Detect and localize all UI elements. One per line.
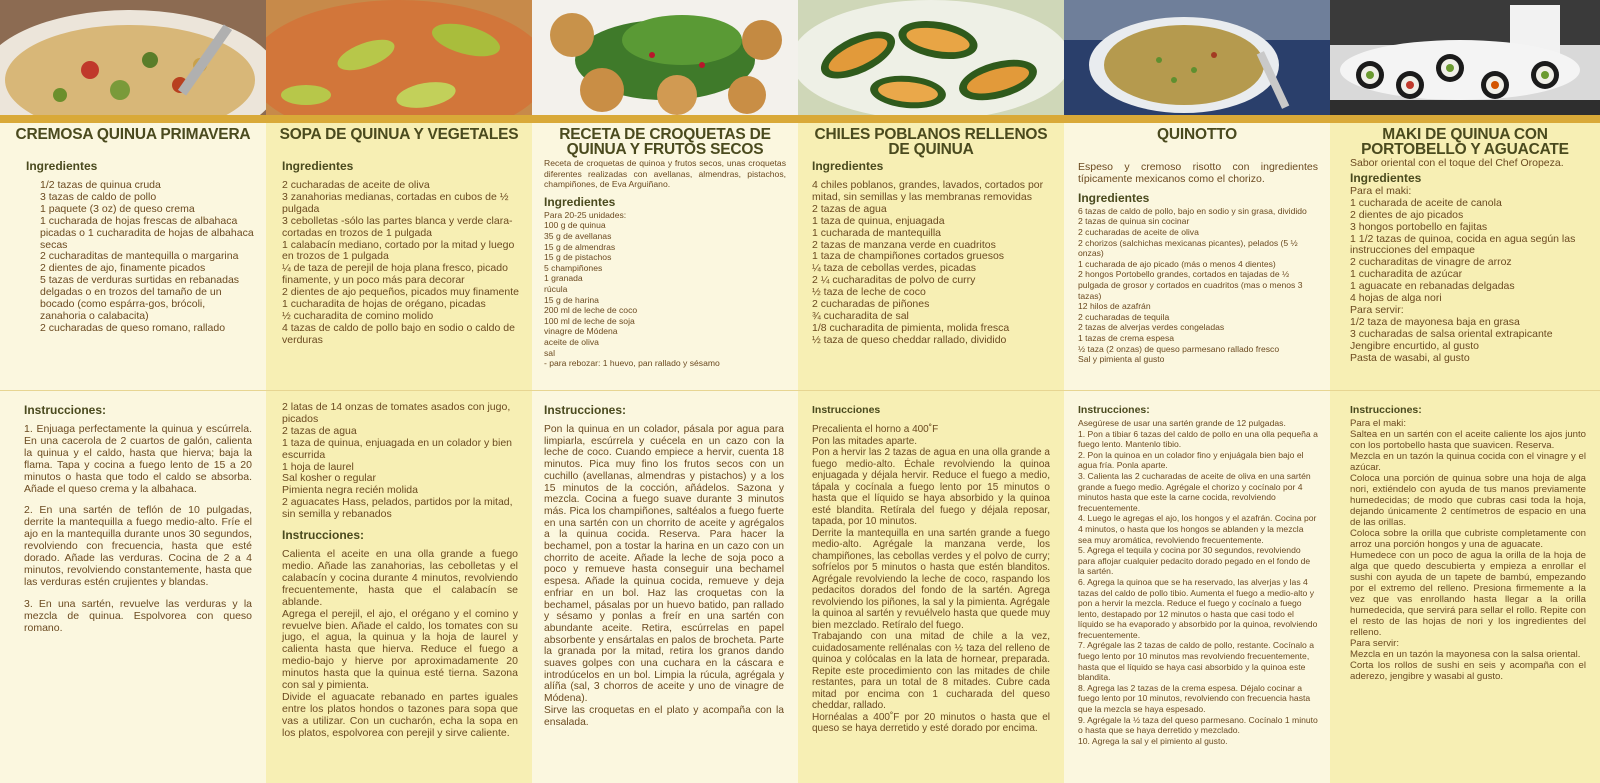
ingredient-item: vinagre de Módena (544, 326, 618, 337)
ingredient-item: sal (544, 347, 555, 358)
instructions-section (1064, 402, 1330, 778)
ingredient-item: 3 cucharadas de salsa oriental extrapicante (1350, 327, 1553, 340)
instruction-step: 9. Agrégale la ½ taza del queso parmesano. Cocínalo 1 minuto o hasta que se haya derretido y mezclado. (1078, 714, 1318, 736)
ingredient-item: 4 hojas de alga nori (1350, 292, 1442, 305)
instruction-step: 5. Agrega el tequila y cocina por 30 segundos, revolviendo para aflojar cualquier pedacito dorado pegado en el fondo de la sartén. (1078, 545, 1311, 577)
ingredient-item: 2 tazas de alverjas verdes congeladas (1078, 322, 1225, 333)
instruction-step: Precalienta el horno a 400˚F (812, 424, 939, 435)
ingredient-item: 5 champiñones (544, 262, 603, 273)
ingredient-item: 200 ml de leche de coco (544, 305, 638, 316)
recipe-intro: Receta de croquetas de quinoa y frutos secos, unas croquetas diferentes realizadas con avellanas, almendras, pistachos, champiñones, de Eva Arguiñano. (544, 158, 786, 190)
ingredient-item: rúcula (544, 283, 568, 294)
ingredient-item: 1 aguacate en rebanadas delgadas (1350, 280, 1515, 293)
section-divider (798, 390, 1064, 391)
ingredient-item: aceite de oliva (544, 336, 599, 347)
ingredient-item: 1 tazas de crema espesa (1078, 332, 1175, 343)
ingredients-section (1330, 158, 1600, 382)
instruction-step: Hornéalas a 400˚F por 20 minutos o hasta que el queso se haya derretido y esté dorado por encima. (812, 711, 1050, 734)
ingredient-item: 15 g de harina (544, 294, 599, 305)
ingredients-section (1064, 158, 1330, 382)
instructions-section (532, 402, 798, 778)
ingredient-item: 2 cucharadas de queso romano, rallado (40, 321, 226, 334)
ingredient-item: 1 taza de champiñones cortados gruesos (812, 250, 1005, 263)
accent-band (798, 115, 1064, 123)
quinotto-pan-photo (1064, 0, 1330, 115)
ingredient-item: 1/2 taza de mayonesa baja en grasa (1350, 315, 1520, 328)
ingredient-item: 2 chorizos (salchichas mexicanas picantes), pelados (5 ½ onzas) (1078, 237, 1298, 259)
ingredient-item: 3 tazas de caldo de pollo (40, 190, 157, 203)
recipe-intro: Sabor oriental con el toque del Chef Oropeza. (1350, 158, 1564, 169)
instruction-step: Divide el aguacate rebanado en partes iguales entre los platos hondos o tazones para sopa que vas a utilizar. Con un cucharón, echa la sopa en los platos, espolvorea con perejil y sirve caliente. (282, 690, 518, 739)
stuffed-poblano-peppers-photo (798, 0, 1064, 115)
recipe-column-quinotto (1064, 0, 1330, 783)
croquettes-arugula-photo (532, 0, 798, 115)
ingredients-section (532, 158, 798, 382)
ingredient-item: 2 latas de 14 onzas de tomates asados con jugo, picados (282, 402, 511, 425)
recipe-column-cremosa-quinua (0, 0, 266, 783)
instruction-step: Para servir: (1350, 638, 1400, 649)
ingredient-item: 1 paquete (3 oz) de queso crema (40, 202, 195, 215)
ingredient-item: 3 hongos portobello en fajitas (1350, 220, 1488, 233)
ingredient-item: 1 cucharadita de hojas de orégano, picadas (282, 298, 486, 311)
recipe-title: CHILES POBLANOS RELLENOS DE QUINUA (814, 126, 1048, 158)
instructions-heading: Instrucciones: (24, 403, 107, 417)
ingredients-heading: Ingredientes (1078, 190, 1150, 205)
section-divider (1064, 390, 1330, 391)
instruction-step: 2. En una sartén de teflón de 10 pulgadas, derrite la mantequilla a fuego medio-alto. Fríe el ajo en la mantequilla durante unos 30 segundos, revolviendo con frecuencia, hasta que esté dorado. Añade las verduras. Cocina de 2 a 4 minutos, revolviendo constantemente, hasta que las verduras estén crujientes y blandas. (24, 504, 252, 588)
ingredient-item: 1 taza de quinua, enjuagada en un colador y bien escurrida (282, 436, 513, 461)
recipe-column-chiles-poblanos (798, 0, 1064, 783)
ingredient-item: ½ taza (2 onzas) de queso parmesano rallado fresco (1078, 343, 1280, 354)
ingredient-item: 100 g de quinua (544, 220, 606, 231)
instruction-step: 3. En una sartén, revuelve las verduras y la mezcla de quinua. Espolvorea con queso romano. (24, 597, 252, 634)
ingredient-item: ½ taza de leche de coco (812, 286, 926, 299)
instruction-step: 4. Luego le agregas el ajo, los hongos y el azafrán. Cocina por 4 minutos, o hasta que los hongos se ablanden y la mezcla sea muy aromática, revolviendo frecuentemente. (1078, 513, 1317, 545)
ingredient-item: 35 g de avellanas (544, 230, 612, 241)
ingredient-item: 1/8 cucharadita de pimienta, molida fresca (812, 321, 1010, 334)
ingredient-item: 1 cucharada de hojas frescas de albahaca picadas o 1 cucharadita de hojas de albahaca secas (40, 214, 254, 251)
instruction-step: Coloca una porción de quinua sobre una hoja de alga nori, extiéndelo con ayuda de tus manos previamente humedecidas; de modo que cubras casi toda la hoja, dejando únicamente 2 centímetros de espacio en una de las orillas. (1350, 473, 1586, 528)
instructions-heading: Instrucciones (812, 404, 881, 416)
instruction-step: Humedece con un poco de agua la orilla de la hoja de alga que quedo descubierta y empieza a enrollar el sushi con ayuda de un tapete de bambú, empezando por el extremo del relleno. Presiona firmemente a la vez que vas enrollando hasta llegar a la orilla humedecida, que servirá para sellar el rollo. Repite con el resto de las hojas de nori y los ingredientes del relleno. (1350, 550, 1586, 638)
ingredient-item: 5 tazas de verduras surtidas en rebanadas delgadas o en trozos del tamaño de un bocado (como espárra-gos, brócoli, zanahoria o calabacita) (40, 274, 240, 322)
section-divider (266, 390, 532, 391)
instruction-step: Coloca sobre la orilla que cubriste completamente con arroz una porción hongos y una de aguacate. (1350, 528, 1586, 550)
ingredient-item: 2 tazas de quinua sin cocinar (1078, 216, 1190, 227)
ingredient-item: 1 hoja de laurel (282, 460, 354, 473)
ingredient-item: Para 20-25 unidades: (544, 209, 627, 220)
recipe-column-croquetas (532, 0, 798, 783)
ingredient-item: 1 cucharada de aceite de canola (1350, 196, 1502, 209)
recipe-title: SOPA DE QUINUA Y VEGETALES (279, 126, 519, 143)
ingredient-item: 1 cucharada de mantequilla (812, 226, 942, 239)
recipe-title: MAKI DE QUINUA CON PORTOBELLO Y AGUACATE (1361, 126, 1569, 158)
instruction-step: Pon las mitades aparte. (812, 435, 918, 447)
recipe-column-sopa-quinua (266, 0, 532, 783)
ingredient-item: 1 taza de quinua, enjuagada (812, 214, 945, 227)
instruction-step: 2. Pon la quinoa en un colador fino y enjuágala bien bajo el agua fría. Ponla aparte. (1078, 449, 1304, 471)
ingredient-item: 2 tazas de manzana verde en cuadritos (812, 238, 996, 251)
instructions-heading: Instrucciones: (544, 403, 627, 417)
ingredient-item: 15 g de almendras (544, 241, 616, 252)
instruction-step: Derrite la mantequilla en una sartén grande a fuego medio-alto. Agrégale la manzana verde, los champiñones, las cebollas verdes y el polvo de curry; sofríelos por 5 minutos o hasta que estén blanditos. Agrégale revolviendo la leche de coco, raspando los pedacitos dorados del fondo de la sartén. Agrega revolviendo los piñones, la sal y la pimienta. Agrégale la quinoa al sartén y revuélvelo hasta que quede muy bien mezclado. Retíralo del fuego. (812, 527, 1050, 631)
ingredient-item: 2 cucharadas de piñones (812, 298, 930, 311)
section-divider (1330, 390, 1600, 391)
instructions-heading: Instrucciones: (1078, 404, 1150, 416)
ingredient-item: 2 dientes de ajo pequeños, picados muy finamente (282, 286, 519, 299)
ingredient-item: 2 hongos Portobello grandes, cortados en tajadas de ½ pulgada de grosor y cortados en cuadritos (mas o menos 3 tazas) (1078, 269, 1303, 301)
ingredient-item: 2 cucharaditas de mantequilla o margarina (40, 250, 239, 263)
instructions-heading: Instrucciones: (1350, 404, 1422, 416)
ingredient-item: 2 cucharadas de tequila (1078, 311, 1170, 322)
ingredient-item: - para rebozar: 1 huevo, pan rallado y sésamo (544, 358, 720, 369)
ingredient-item: 2 cucharadas de aceite de oliva (1078, 227, 1199, 237)
ingredient-item: 2 cucharadas de aceite de oliva (282, 179, 430, 191)
section-divider (0, 390, 266, 391)
ingredient-item: Pimienta negra recién molida (282, 484, 418, 497)
ingredient-item: ¼ de taza de perejil de hoja plana fresco, picado finamente, y un poco más para decorar (282, 262, 508, 287)
instruction-step: 6. Agrega la quinoa que se ha reservado, las alverjas y las 4 tazas del caldo de pollo tibio. Aumenta el fuego a medio-alto y pon a hervir la mezcla. Reduce el fuego y cocínalo a fuego lento, destapado por 12 minutos o hasta que casi todo el líquido se ha evaporado y absorbido por la quinoa, revolviendo frecuentemente. (1078, 576, 1318, 640)
ingredient-item: Para el maki: (1350, 184, 1412, 197)
ingredient-item: 1 cucharada de ajo picado (más o menos 4 dientes) (1078, 258, 1276, 269)
instruction-step: Saltea en un sartén con el aceite caliente los ajos junto con los portobello hasta que suavicen. Reserva. (1350, 429, 1586, 451)
accent-band (0, 115, 266, 123)
ingredient-item: 1 1/2 tazas de quinoa, cocida en agua según las instrucciones del empaque (1350, 232, 1576, 257)
ingredient-item: 15 g de pistachos (544, 252, 612, 263)
ingredient-item: ¼ taza de cebollas verdes, picadas (812, 262, 977, 275)
ingredient-item: 1 calabacín mediano, cortado por la mitad y luego en trozos de 1 pulgada (282, 238, 515, 263)
quinoa-vegetables-bowl-photo (0, 0, 266, 115)
ingredient-item: 4 chiles poblanos, grandes, lavados, cortados por mitad, sin semillas y las membranas removidas (812, 179, 1044, 203)
recipe-intro: Espeso y cremoso risotto con ingredientes típicamente mexicanos como el chorizo. (1078, 161, 1318, 185)
ingredient-item: 12 hilos de azafrán (1078, 301, 1151, 312)
recipe-title: RECETA DE CROQUETAS DE QUINUA Y FRUTOS SECOS (559, 126, 771, 158)
ingredient-item: ½ taza de queso cheddar rallado, dividido (812, 333, 1007, 346)
ingredient-item: Para servir: (1350, 303, 1404, 316)
ingredient-item: 3 cebolletas -sólo las partes blanca y verde clara- cortadas en trozos de 1 pulgada (282, 214, 513, 239)
instructions-section (266, 402, 532, 778)
section-divider (532, 390, 798, 391)
instruction-step: Trabajando con una mitad de chile a la vez, cuidadosamente rellénalas con ½ taza del relleno de quinoa y colócalas en la lata de hornear, preparada. Repite este procedimiento con las mitades de chile restantes, para un total de 8 mitades. Cubre cada mitad por encima con 1 cucharada del queso cheddar, rallado. (812, 631, 1050, 711)
ingredient-item: Sal y pimienta al gusto (1078, 354, 1165, 365)
ingredient-item: Sal kosher o regular (282, 472, 376, 485)
ingredients-heading: Ingredientes (544, 194, 616, 209)
instruction-step: Asegúrese de usar una sartén grande de 12 pulgadas. (1078, 418, 1286, 428)
ingredient-item: 2 cucharaditas de vinagre de arroz (1350, 256, 1512, 269)
instruction-step: 1. Pon a tibiar 6 tazas del caldo de pollo en una olla pequeña a fuego lento. Mantenlo tibio. (1078, 428, 1318, 450)
instruction-step: 1. Enjuaga perfectamente la quinua y escúrrela. En una cacerola de 2 cuartos de galón, calienta la quinua y el caldo, hasta que hierva; baja la flama. Tapa y cocina a fuego lento de 15 a 20 minutos o hasta que todo el caldo se absorba. Añade el queso crema y la albahaca. (24, 423, 252, 495)
ingredients-heading: Ingredientes (282, 159, 354, 173)
instructions-section (0, 402, 266, 778)
instruction-step: Pon a hervir las 2 tazas de agua en una olla grande a fuego medio-alto. Échale revolviendo la quinoa enjuagada y déjala hervir. Reduce el fuego a medio, tápala y cocínala a fuego lento por 15 minutos o hasta que el líquido se haya absorbido y la quinoa esté blandita. Retírala del fuego y déjala reposar, tapada, por 10 minutos. (812, 447, 1050, 527)
recipe-title: QUINOTTO (1157, 126, 1237, 143)
ingredient-item: 2 tazas de agua (812, 202, 887, 215)
ingredient-item: 3 zanahorias medianas, cortadas en cubos de ½ pulgada (282, 190, 509, 215)
instruction-step: Sirve las croquetas en el plato y acompaña con la ensalada. (544, 704, 784, 728)
ingredient-item: 2 dientes de ajo picados (1350, 208, 1464, 221)
recipe-title: CREMOSA QUINUA PRIMAVERA (15, 126, 251, 143)
ingredient-item: 2 dientes de ajo, finamente picados (40, 262, 206, 275)
ingredient-item: 100 ml de leche de soja (544, 315, 635, 326)
ingredient-item: 2 tazas de agua (282, 424, 357, 437)
ingredient-item: 2 ¼ cucharaditas de polvo de curry (812, 274, 976, 287)
ingredients-heading: Ingredientes (1350, 170, 1422, 185)
soup-avocado-photo (266, 0, 532, 115)
accent-band (532, 115, 798, 123)
instruction-step: 3. Calienta las 2 cucharadas de aceite de oliva en una sartén grande a fuego medio. Agrégale el chorizo y cocínalo por 4 minutos hasta que este la carne cocida, revolviendo frecuentemente. (1078, 470, 1311, 513)
instruction-step: 10. Agrega la sal y el pimiento al gusto. (1078, 735, 1228, 746)
instruction-step: 7. Agrégale las 2 tazas de caldo de pollo, restante. Cocínalo a fuego lento por 10 minutos mas revolviendo frecuentemente, hasta que el líquido se haya casi absorbido y la quinoa este blandita. (1078, 640, 1315, 683)
ingredients-heading: Ingredientes (26, 159, 98, 173)
ingredient-item: 4 tazas de caldo de pollo bajo en sodio o caldo de verduras (282, 321, 515, 346)
accent-band (1330, 115, 1600, 123)
instruction-step: 8. Agrega las 2 tazas de la crema espesa. Déjalo cocinar a fuego lento por 10 minutos, revolviendo con frecuencia hasta que la mezcla se haya espesado. (1078, 682, 1311, 715)
accent-band (1064, 115, 1330, 123)
instruction-step: Mezcla en un tazón la quinua cocida con el vinagre y el azúcar. (1350, 451, 1586, 473)
sushi-maki-photo (1330, 0, 1600, 115)
instruction-step: Agrega el perejil, el ajo, el orégano y el comino y revuelve bien. Añade el caldo, los tomates con su jugo, el agua, la quinua y la hoja de laurel y calienta hasta que hierva. Reduce el fuego a medio-bajo y hierve por aproximadamente 20 minutos hasta que la quinua esté tierna. Sazona con sal y pimienta. (282, 607, 518, 692)
ingredient-item: 1/2 tazas de quinua cruda (40, 179, 161, 191)
accent-band (266, 115, 532, 123)
instruction-step: Pon la quinua en un colador, pásala por agua para limpiarla, escúrrela y cuécela en un cazo con la leche de coco. Cuando empiece a hervir, cuenta 18 minutos. Pica muy fino los frutos secos con un cuchillo (avellanas, almendras y pistachos) y a los 15 minutos de la cocción, añádelos. Sazona y mezcla. Cocina a fuego suave durante 3 minutos más. Pica los champiñones, saltéalos a fuego fuerte en una sartén con un chorrito de aceite y agrégalos a la quinua cocida. Reserva. Para hacer la bechamel, pon a tostar la harina en un cazo con un chorrito de aceite. Añade la leche de soja poco a poco y remueve hasta conseguir una bechamel espesa. Añade la quinua cocida, remueve y deja enfriar en un bol. Haz las croquetas con la bechamel, pásalas por un huevo batido, pan rallado y sésamo y ponlas a freír en una sartén con abundante aceite. Retira, escúrrelas en papel absorbente y ensártalas en palos de brocheta. Parte la granada por la mitad, retira los granos dando suaves golpes con una cuchara en la cáscara e introdúcelos en un bol. Limpia la rúcula, agrégala y alíña (sal, 3 chorros de aceite y uno de vinagre de Módena). (544, 424, 784, 705)
instruction-step: Corta los rollos de sushi en seis y acompaña con el aderezo, jengibre y wasabi al gusto. (1350, 660, 1586, 682)
ingredient-item: 1 granada (544, 273, 583, 284)
instruction-step: Calienta el aceite en una olla grande a fuego medio. Añade las zanahorias, las cebolletas y el calabacín y cocina durante 4 minutos, revolviendo frecuentemente, hasta que el calabacín se ablande. (282, 548, 518, 608)
ingredient-item: 2 aguacates Hass, pelados, partidos por la mitad, sin semilla y rebanados (282, 496, 513, 521)
instruction-step: Mezcla en un tazón la mayonesa con la salsa oriental. (1350, 649, 1581, 660)
ingredient-item: Jengibre encurtido, al gusto (1350, 339, 1479, 352)
instruction-step: Para el maki: (1350, 418, 1406, 429)
ingredients-section (798, 158, 1064, 382)
instructions-section (1330, 402, 1600, 778)
recipe-column-maki (1330, 0, 1600, 783)
ingredient-item: ¾ cucharadita de sal (812, 309, 909, 322)
ingredient-item: 6 tazas de caldo de pollo, bajo en sodio y sin grasa, dividido (1078, 205, 1307, 216)
ingredients-section (0, 158, 266, 382)
instructions-section (798, 402, 1064, 778)
ingredient-item: 1 cucharadita de azúcar (1350, 268, 1463, 281)
ingredients-section (266, 158, 532, 382)
instructions-heading: Instrucciones: (282, 528, 365, 543)
ingredients-heading: Ingredientes (812, 159, 884, 173)
ingredient-item: Pasta de wasabi, al gusto (1350, 351, 1470, 364)
ingredient-item: ½ cucharadita de comino molido (282, 309, 434, 322)
